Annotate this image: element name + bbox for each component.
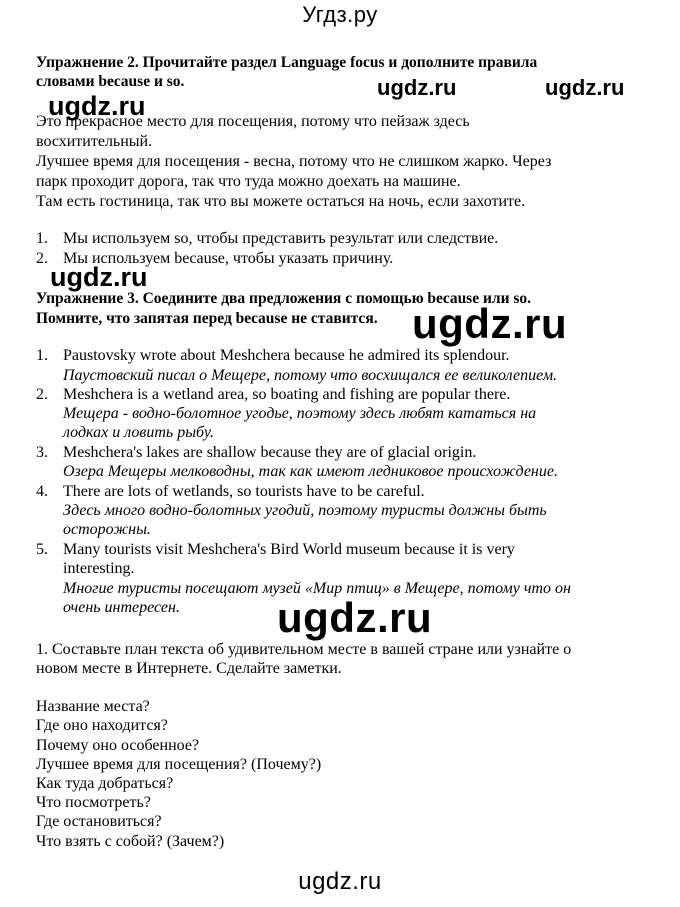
russian-translation: Мещера - водно-болотное угодье, поэтому здесь любят кататься на [63, 405, 537, 422]
task-intro-line1: 1. Составьте план текста об удивительном месте в вашей стране или узнайте о [36, 641, 572, 658]
paragraph-line: Лучшее время для посещения - весна, потому что не слишком жарко. Через [36, 153, 552, 170]
item-number: 4. [36, 483, 48, 500]
rule-text: Мы используем because, чтобы указать причину. [63, 250, 394, 267]
plan-question: Где остановиться? [36, 813, 162, 830]
watermark: ugdz.ru [277, 594, 433, 641]
english-sentence-continuation: interesting. [63, 560, 135, 577]
plan-question: Лучшее время для посещения? (Почему?) [36, 756, 322, 773]
english-sentence: There are lots of wetlands, so tourists have to be careful. [63, 483, 425, 500]
watermark: ugdz.ru [412, 300, 568, 347]
russian-translation: очень интересен. [63, 599, 180, 616]
plan-question: Что посмотреть? [36, 794, 151, 811]
russian-translation: лодках и ловить рыбу. [63, 424, 214, 441]
russian-translation: Здесь много водно-болотных угодий, поэтому туристы должны быть [63, 502, 547, 519]
watermark: ugdz.ru [50, 262, 148, 292]
exercise3-heading-line2: Помните, что запятая перед because не ставится. [36, 310, 378, 327]
paragraph-line: Это прекрасное место для посещения, потому что пейзаж здесь [36, 113, 470, 130]
english-sentence: Meshchera is a wetland area, so boating and fishing are popular there. [63, 386, 511, 403]
russian-translation: Паустовский писал о Мещере, потому что восхищался ее великолепием. [63, 367, 558, 384]
watermark: ugdz.ru [377, 75, 457, 100]
site-title: Угдз.ру [302, 2, 378, 27]
item-number: 3. [36, 444, 48, 461]
russian-translation: осторожны. [63, 521, 151, 538]
plan-question: Название места? [36, 698, 150, 715]
russian-translation: Озера Мещеры мелководны, так как имеют ледниковое происхождение. [63, 463, 558, 480]
watermark: ugdz.ru [545, 75, 625, 100]
plan-question: Как туда добраться? [36, 775, 174, 792]
english-sentence: Many tourists visit Meshchera's Bird World museum because it is very [63, 541, 515, 558]
english-sentence: Paustovsky wrote about Meshchera because he admired its splendour. [63, 347, 510, 364]
item-number: 5. [36, 541, 48, 558]
plan-question: Где оно находится? [36, 717, 168, 734]
paragraph-line: Там есть гостиница, так что вы можете остаться на ночь, если захотите. [36, 193, 526, 210]
plan-question: Что взять с собой? (Зачем?) [36, 833, 225, 850]
item-number: 1. [36, 347, 48, 364]
english-sentence: Meshchera's lakes are shallow because they are of glacial origin. [63, 444, 477, 461]
paragraph-line: парк проходит дорога, так что туда можно доехать на машине. [36, 173, 461, 190]
rule-number: 1. [36, 230, 48, 247]
site-footer: ugdz.ru [298, 868, 382, 895]
item-number: 2. [36, 386, 48, 403]
paragraph-line: восхитительный. [36, 133, 153, 150]
rule-text: Мы используем so, чтобы представить результат или следствие. [63, 230, 499, 247]
russian-translation: Многие туристы посещают музей «Мир птиц» в Мещере, потому что он [63, 580, 571, 597]
exercise2-heading-line1: Упражнение 2. Прочитайте раздел Language focus и дополните правила [36, 54, 538, 71]
task-intro-line2: новом месте в Интернете. Сделайте заметки. [36, 660, 342, 677]
plan-question: Почему оно особенное? [36, 737, 200, 754]
watermark: ugdz.ru [48, 91, 146, 121]
rule-number: 2. [36, 250, 48, 267]
exercise2-heading-line2: словами because и so. [36, 73, 185, 90]
exercise3-heading-line1: Упражнение 3. Соедините два предложения с помощью because или so. [36, 290, 532, 307]
